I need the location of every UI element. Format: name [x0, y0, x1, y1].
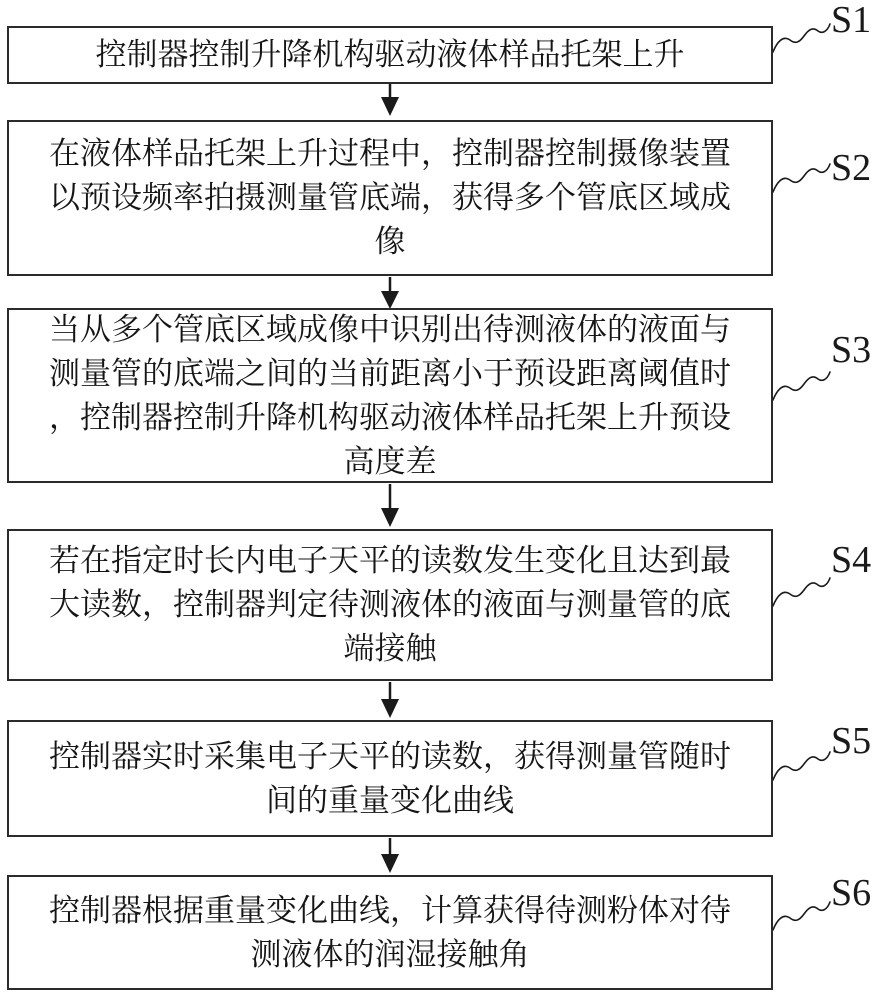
step-label-s2: S2	[831, 147, 872, 189]
step-s3-text-line: 测量管的底端之间的当前距离小于预设距离阈值时	[49, 355, 731, 391]
step-label-s5: S5	[831, 720, 872, 762]
flow-arrow-5	[381, 838, 399, 873]
flow-arrow-3	[381, 484, 399, 527]
step-s4-text-line: 若在指定时长内电子天平的读数发生变化且达到最	[49, 543, 731, 578]
step-s5-text-line: 控制器实时采集电子天平的读数，获得测量管随时	[49, 738, 731, 774]
leader-squiggle-s3	[773, 372, 830, 400]
step-label-s3: S3	[831, 329, 872, 371]
step-s3-text-line: 高度差	[343, 443, 437, 479]
flow-arrow-2	[381, 277, 399, 309]
step-label-s6: S6	[831, 872, 872, 914]
step-s1-text-line: 控制器控制升降机构驱动液体样品托架上升	[95, 37, 685, 72]
step-s5-text-line: 间的重量变化曲线	[266, 782, 514, 818]
step-s3-text-line: ，控制器控制升降机构驱动液体样品托架上升预设	[49, 399, 731, 435]
step-box-s3	[7, 308, 773, 483]
leader-squiggle-s4	[773, 578, 830, 606]
step-s2-text-line: 像	[374, 224, 406, 259]
step-box-s6	[7, 875, 773, 990]
leader-squiggle-s5	[773, 752, 830, 780]
leader-squiggle-s6	[773, 902, 830, 930]
step-s4-text-line: 端接触	[343, 631, 437, 666]
leader-squiggle-s1	[773, 24, 830, 52]
step-s2-text-line: 以预设频率拍摄测量管底端，获得多个管底区域成	[49, 180, 731, 215]
step-s3-text-line: 当从多个管底区域成像中识别出待测液体的液面与	[49, 311, 731, 347]
step-box-s1	[7, 26, 773, 84]
step-box-s5	[7, 720, 773, 837]
flow-arrow-4	[381, 682, 399, 718]
step-box-s2	[7, 120, 773, 276]
step-s2-text-line: 在液体样品托架上升过程中，控制器控制摄像装置	[49, 136, 731, 171]
step-s4-text-line: 大读数，控制器判定待测液体的液面与测量管的底	[49, 587, 731, 622]
flow-arrow-1	[381, 84, 399, 116]
leader-squiggle-s2	[773, 164, 830, 192]
step-label-s4: S4	[831, 539, 872, 581]
step-s6-text-line: 控制器根据重量变化曲线，计算获得待测粉体对待	[49, 892, 731, 928]
step-label-s1: S1	[831, 0, 872, 41]
step-s6-text-line: 测液体的润湿接触角	[250, 936, 530, 972]
step-box-s4	[7, 529, 773, 681]
